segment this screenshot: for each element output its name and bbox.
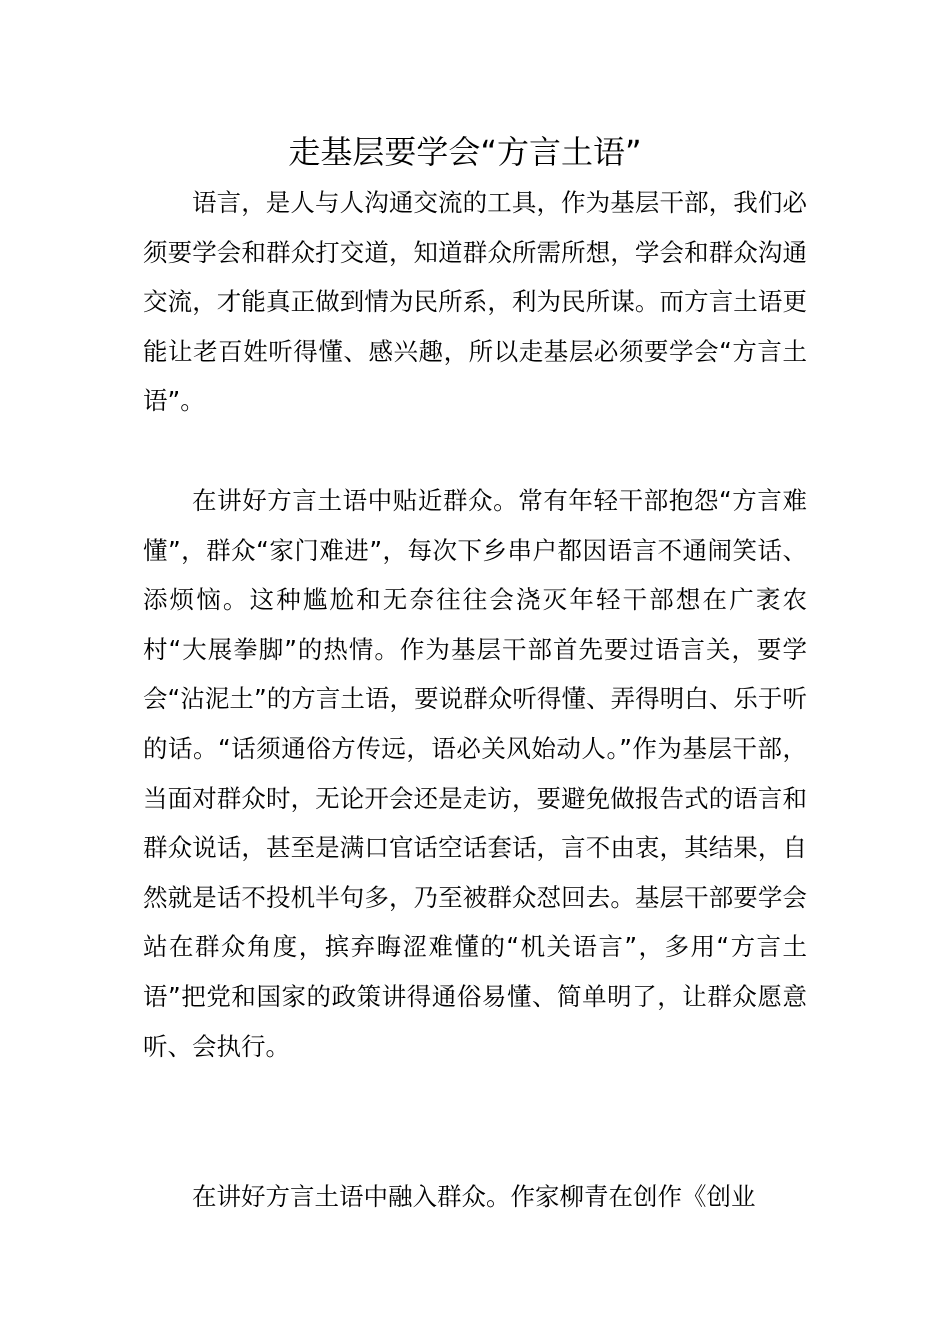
paragraph-close-to-masses: 在讲好方言土语中贴近群众。常有年轻干部抱怨“方言难懂”，群众“家门难进”，每次下乡串户都因语言不通闹笑话、添烦恼。这种尴尬和无奈往往会浇灭年轻干部想在广袤农村“大展拳脚”的热情。作为基层干部首先要过语言关，要学会“沾泥土”的方言土语，要说群众听得懂、弄得明白、乐于听的话。“话须通俗方传远，语必关风始动人。”作为基层干部，当面对群众时，无论开会还是走访，要避免做报告式的语言和群众说话，甚至是满口官话空话套话，言不由衷，其结果，自然就是话不投机半句多，乃至被群众怼回去。基层干部要学会站在群众角度，摈弃晦涩难懂的“机关语言”，多用“方言土语”把党和国家的政策讲得通俗易懂、简单明了，让群众愿意听、会执行。 [143,486,807,1061]
paragraph-integrate-masses: 在讲好方言土语中融入群众。作家柳青在创作《创业 [192,1182,756,1211]
paragraph-intro: 语言，是人与人沟通交流的工具，作为基层干部，我们必须要学会和群众打交道，知道群众所需所想，学会和群众沟通交流，才能真正做到情为民所系，利为民所谋。而方言土语更能让老百姓听得懂、感兴趣，所以走基层必须要学会“方言土语”。 [143,188,807,416]
document-title: 走基层要学会“方言土语” [288,133,642,171]
